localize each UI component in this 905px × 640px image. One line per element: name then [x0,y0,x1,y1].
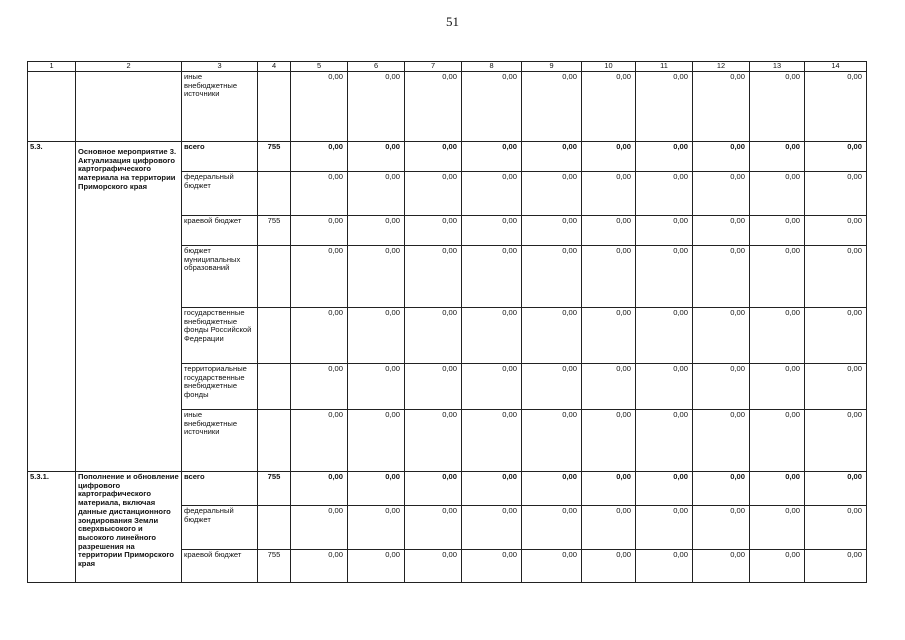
column-header: 1 [28,62,76,72]
value-cell: 0,00 [291,72,348,142]
value-cell: 0,00 [750,506,805,550]
value-cell: 0,00 [693,72,750,142]
value-cell: 0,00 [405,550,462,583]
value-cell: 0,00 [750,308,805,364]
column-header: 10 [582,62,636,72]
value-cell: 0,00 [462,216,522,246]
value-cell: 0,00 [582,472,636,506]
value-cell: 0,00 [405,246,462,308]
value-cell: 0,00 [291,142,348,172]
value-cell: 0,00 [462,142,522,172]
value-cell: 0,00 [805,308,867,364]
value-cell: 0,00 [805,142,867,172]
value-cell: 0,00 [636,216,693,246]
value-cell: 0,00 [522,72,582,142]
value-cell: 0,00 [291,410,348,472]
value-cell: 0,00 [462,172,522,216]
value-cell: 0,00 [805,550,867,583]
value-cell: 0,00 [348,172,405,216]
value-cell: 0,00 [636,550,693,583]
value-cell: 0,00 [291,246,348,308]
value-cell: 0,00 [348,246,405,308]
column-4-cell [258,506,291,550]
column-header: 11 [636,62,693,72]
value-cell: 0,00 [636,246,693,308]
value-cell: 0,00 [750,216,805,246]
activity-name-cell: Основное мероприятие 3. Актуализация цифрового картографического материала на территории Приморского края [76,142,182,472]
column-header: 8 [462,62,522,72]
value-cell: 0,00 [462,506,522,550]
value-cell: 0,00 [805,506,867,550]
value-cell: 0,00 [582,308,636,364]
value-cell: 0,00 [693,550,750,583]
page-number: 51 [446,14,459,29]
value-cell: 0,00 [522,216,582,246]
value-cell: 0,00 [291,172,348,216]
value-cell: 0,00 [522,550,582,583]
value-cell: 0,00 [582,172,636,216]
value-cell: 0,00 [805,216,867,246]
value-cell: 0,00 [750,364,805,410]
column-4-cell: 755 [258,216,291,246]
value-cell: 0,00 [805,364,867,410]
value-cell: 0,00 [348,472,405,506]
value-cell: 0,00 [636,72,693,142]
funding-source-cell: федеральный бюджет [182,172,258,216]
column-4-cell: 755 [258,550,291,583]
value-cell: 0,00 [582,216,636,246]
value-cell: 0,00 [582,364,636,410]
value-cell: 0,00 [405,472,462,506]
value-cell: 0,00 [693,364,750,410]
value-cell: 0,00 [805,472,867,506]
column-4-cell [258,172,291,216]
value-cell: 0,00 [636,472,693,506]
value-cell: 0,00 [405,308,462,364]
column-header: 9 [522,62,582,72]
value-cell: 0,00 [291,364,348,410]
column-header: 5 [291,62,348,72]
value-cell: 0,00 [522,308,582,364]
value-cell: 0,00 [291,308,348,364]
value-cell: 0,00 [805,172,867,216]
value-cell: 0,00 [750,410,805,472]
value-cell: 0,00 [522,142,582,172]
table-row [28,142,867,172]
code-cell: 5.3. [28,142,76,472]
column-header: 3 [182,62,258,72]
activity-name-cell: Пополнение и обновление цифрового картографического материала, включая данные дистанционного зондирования Земли сверхвысокого и высокого линейного разрешения на территории Приморского края [76,472,182,583]
value-cell: 0,00 [805,246,867,308]
value-cell: 0,00 [750,246,805,308]
value-cell: 0,00 [522,506,582,550]
value-cell: 0,00 [582,550,636,583]
value-cell: 0,00 [348,364,405,410]
funding-source-cell: территориальные государственные внебюджетные фонды [182,364,258,410]
value-cell: 0,00 [405,216,462,246]
value-cell: 0,00 [405,142,462,172]
value-cell: 0,00 [636,142,693,172]
table-header-row [28,62,867,72]
value-cell: 0,00 [405,172,462,216]
value-cell: 0,00 [805,72,867,142]
value-cell: 0,00 [462,246,522,308]
column-4-cell [258,410,291,472]
value-cell: 0,00 [522,172,582,216]
value-cell: 0,00 [582,72,636,142]
table-row [28,72,867,142]
column-4-cell [258,246,291,308]
value-cell: 0,00 [693,172,750,216]
value-cell: 0,00 [405,364,462,410]
value-cell: 0,00 [750,72,805,142]
value-cell: 0,00 [462,72,522,142]
value-cell: 0,00 [750,172,805,216]
column-4-cell: 755 [258,142,291,172]
value-cell: 0,00 [582,506,636,550]
column-header: 4 [258,62,291,72]
column-header: 13 [750,62,805,72]
value-cell: 0,00 [750,142,805,172]
value-cell: 0,00 [462,308,522,364]
value-cell: 0,00 [636,506,693,550]
value-cell: 0,00 [291,550,348,583]
value-cell: 0,00 [348,72,405,142]
funding-source-cell: государственные внебюджетные фонды Российской Федерации [182,308,258,364]
value-cell: 0,00 [582,142,636,172]
value-cell: 0,00 [405,410,462,472]
name-cell [76,72,182,142]
value-cell: 0,00 [462,550,522,583]
value-cell: 0,00 [291,216,348,246]
funding-source-cell: всего [182,142,258,172]
value-cell: 0,00 [405,72,462,142]
value-cell: 0,00 [693,246,750,308]
column-4-cell: 755 [258,472,291,506]
value-cell: 0,00 [405,506,462,550]
table-row [28,472,867,506]
value-cell: 0,00 [462,472,522,506]
value-cell: 0,00 [522,472,582,506]
value-cell: 0,00 [693,410,750,472]
funding-source-cell: федеральный бюджет [182,506,258,550]
value-cell: 0,00 [693,472,750,506]
column-4-cell [258,308,291,364]
code-cell: 5.3.1. [28,472,76,583]
value-cell: 0,00 [348,550,405,583]
funding-source-cell: всего [182,472,258,506]
column-header: 7 [405,62,462,72]
value-cell: 0,00 [805,410,867,472]
value-cell: 0,00 [348,142,405,172]
column-4-cell [258,72,291,142]
funding-source-cell: бюджет муниципальных образований [182,246,258,308]
column-header: 2 [76,62,182,72]
value-cell: 0,00 [348,308,405,364]
value-cell: 0,00 [750,550,805,583]
column-header: 14 [805,62,867,72]
value-cell: 0,00 [522,246,582,308]
column-header: 12 [693,62,750,72]
value-cell: 0,00 [291,472,348,506]
funding-source-cell: иные внебюджетные источники [182,410,258,472]
column-header: 6 [348,62,405,72]
value-cell: 0,00 [462,364,522,410]
column-4-cell [258,364,291,410]
value-cell: 0,00 [693,506,750,550]
funding-source-cell: иные внебюджетные источники [182,72,258,142]
value-cell: 0,00 [582,246,636,308]
value-cell: 0,00 [636,308,693,364]
value-cell: 0,00 [636,410,693,472]
value-cell: 0,00 [636,172,693,216]
value-cell: 0,00 [636,364,693,410]
budget-table [27,61,867,583]
value-cell: 0,00 [693,216,750,246]
value-cell: 0,00 [291,506,348,550]
value-cell: 0,00 [693,142,750,172]
code-cell [28,72,76,142]
funding-source-cell: краевой бюджет [182,550,258,583]
value-cell: 0,00 [348,506,405,550]
value-cell: 0,00 [348,410,405,472]
value-cell: 0,00 [462,410,522,472]
value-cell: 0,00 [522,410,582,472]
funding-source-cell: краевой бюджет [182,216,258,246]
value-cell: 0,00 [750,472,805,506]
value-cell: 0,00 [693,308,750,364]
value-cell: 0,00 [582,410,636,472]
value-cell: 0,00 [522,364,582,410]
value-cell: 0,00 [348,216,405,246]
